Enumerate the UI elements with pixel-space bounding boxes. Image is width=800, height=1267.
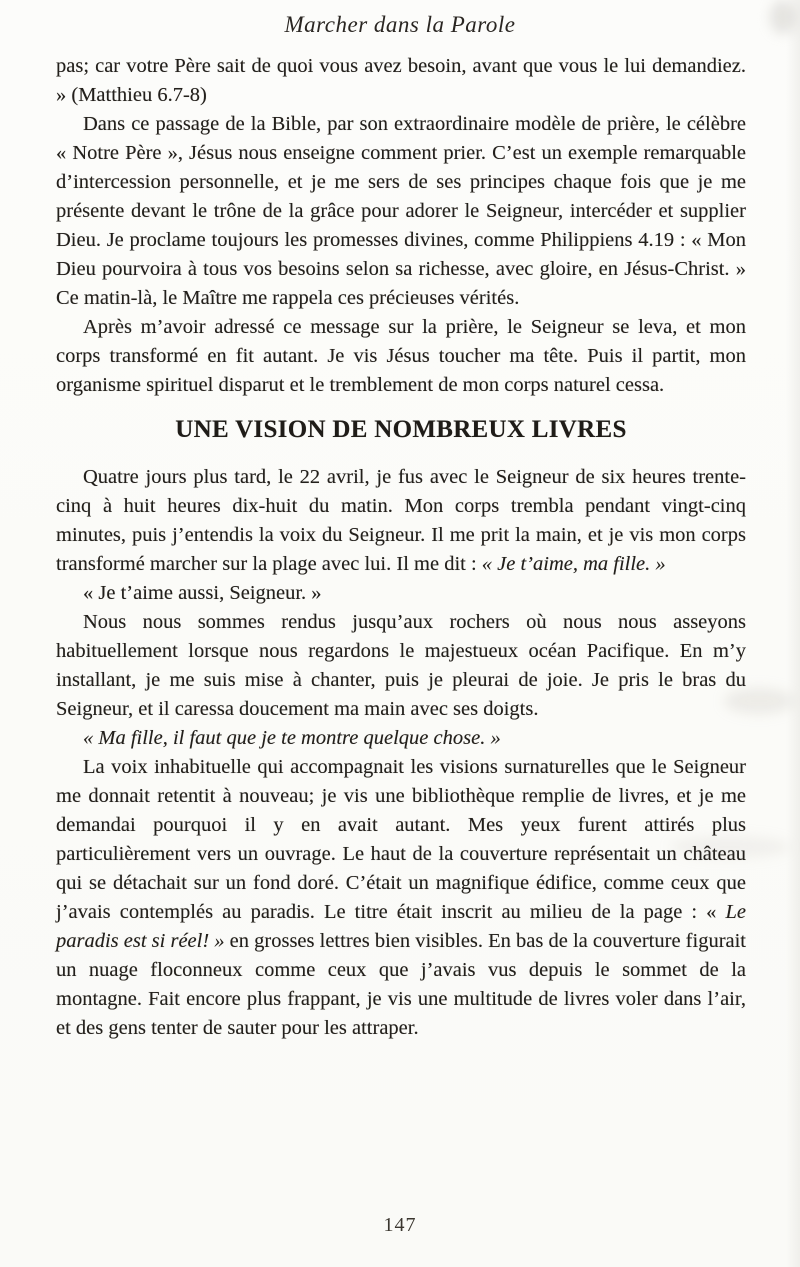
body-run: « Je t’aime aussi, Seigneur. » [83,582,322,604]
body-run: La voix inhabituelle qui accompagnait les visions surnaturelles que le Seigneur me donnait retentit à nouveau; je vis une bibliothèque remplie de livres, et je me demandai pourquoi il y en avait autant. Mes yeux furent attirés plus particulièrement vers un ouvrage. Le haut de la couverture représentait un château qui se détachait sur un fond doré. C’était un magnifique édifice, comme ceux que j’avais contemplés au paradis. Le titre était inscrit au milieu de la page : « [56,756,746,923]
page-number: 147 [383,1214,417,1236]
paragraph [56,52,746,110]
body-run: Dans ce passage de la Bible, par son extraordinaire modèle de prière, le célèbre « Notre Père », Jésus nous enseigne comment prier. C’est un exemple remarquable d’intercession personnelle, et je me sers de ses principes chaque fois que je me présente devant le trône de la grâce pour adorer le Seigneur, intercéder et supplier Dieu. Je proclame toujours les promesses divines, comme Philippiens 4.19 : « Mon Dieu pourvoira à tous vos besoins selon sa richesse, avec gloire, en Jésus-Christ. » Ce matin-là, le Maître me rappela ces précieuses vérités. [56,113,746,309]
body-run: Nous nous sommes rendus jusqu’aux rochers où nous nous asseyons habituellement lorsque nous regardons le majestueux océan Pacifique. En m’y installant, je me suis mise à chanter, puis je pleurai de joie. Je pris le bras du Seigneur, et il caressa doucement ma main avec ses doigts. [56,611,746,720]
paragraph [56,753,746,1043]
section-heading: UNE VISION DE NOMBREUX LIVRES [175,416,627,443]
paragraph [56,579,746,608]
running-header: Marcher dans la Parole [284,12,516,37]
quoted-italic-text: Le paradis est si réel! » [56,901,746,952]
paragraph [56,110,746,313]
quoted-italic-text: « Je t’aime, ma fille. » [481,553,666,575]
paragraph [56,608,746,724]
body-run: Quatre jours plus tard, le 22 avril, je fus avec le Seigneur de six heures trente-cinq à huit heures dix-huit du matin. Mon corps trembla pendant vingt-cinq minutes, puis j’entendis la voix du Seigneur. Il me prit la main, et je vis mon corps transformé marcher sur la plage avec lui. Il me dit : [56,466,746,575]
quoted-italic-text: « Ma fille, il faut que je te montre quelque chose. » [83,727,501,749]
body-text [56,52,746,1043]
body-run: Après m’avoir adressé ce message sur la prière, le Seigneur se leva, et mon corps transformé en fit autant. Je vis Jésus toucher ma tête. Puis il partit, mon organisme spirituel disparut et le tremblement de mon corps naturel cessa. [56,316,746,396]
paragraph [56,724,746,753]
paragraph [56,463,746,579]
body-run: en grosses lettres bien visibles. En bas de la couverture figurait un nuage floconneux comme ceux que j’avais vus depuis le sommet de la montagne. Fait encore plus frappant, je vis une multitude de livres voler dans l’air, et des gens tenter de sauter pour les attraper. [56,930,747,1039]
body-run: pas; car votre Père sait de quoi vous avez besoin, avant que vous le lui demandiez. » (Matthieu 6.7-8) [56,55,746,106]
paragraph [56,313,746,400]
